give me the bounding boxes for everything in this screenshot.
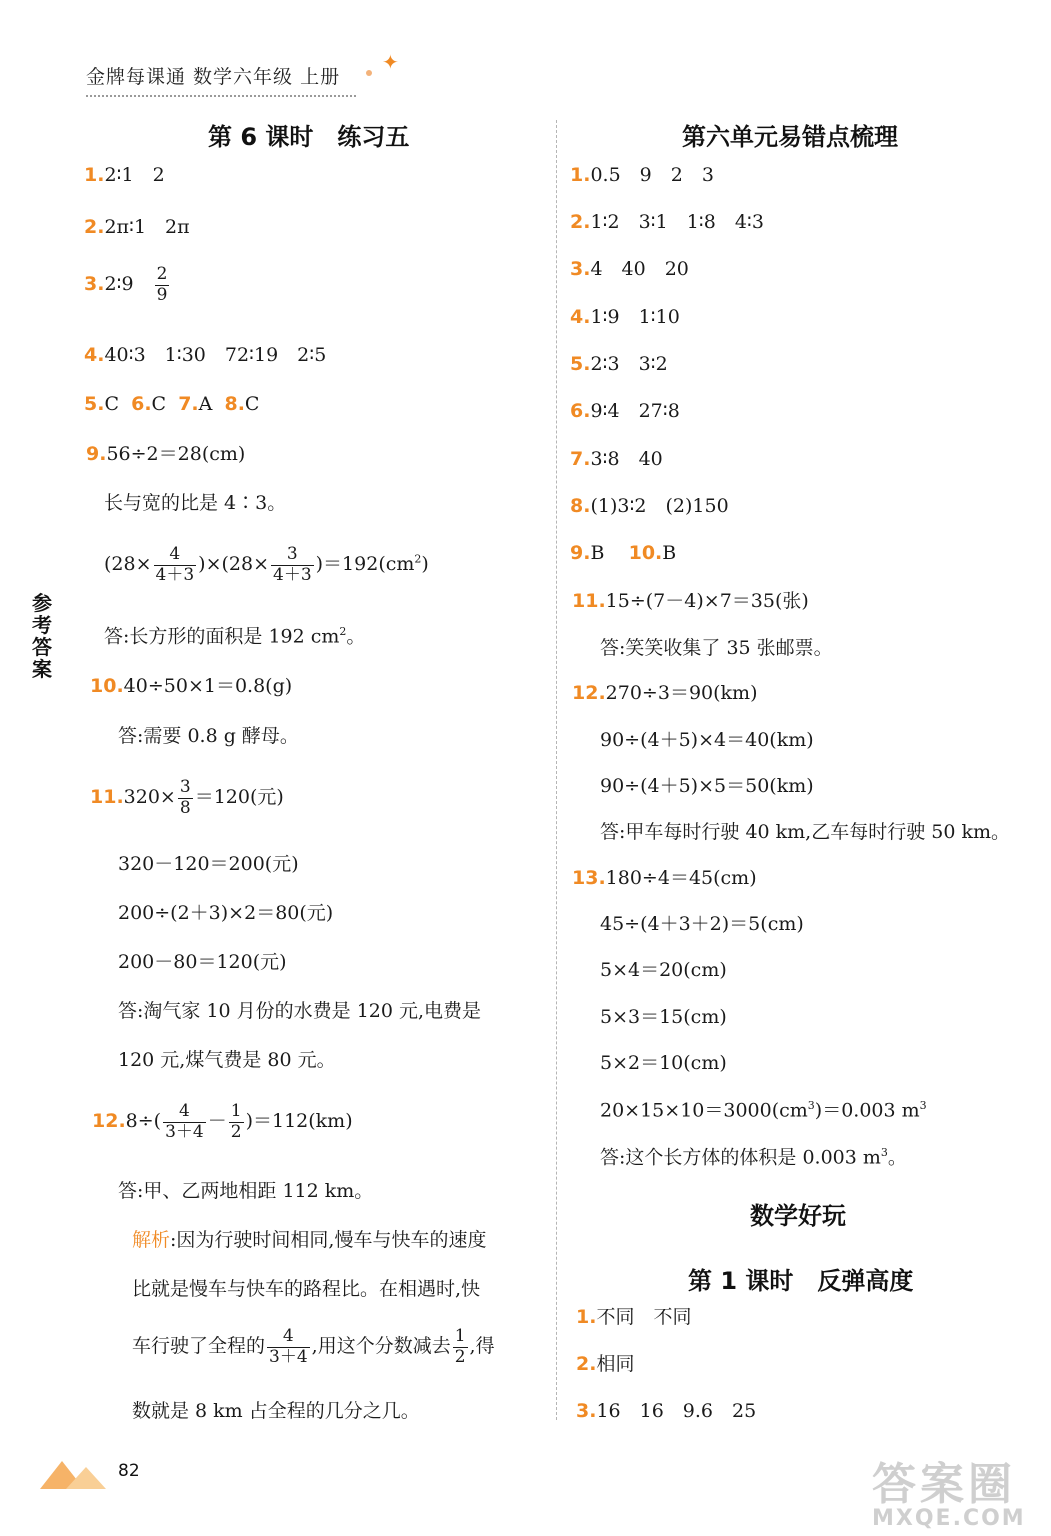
- answer-8: [570, 497, 729, 516]
- answer-10: [90, 677, 292, 696]
- watermark-bottom: MXQE.COM: [872, 1506, 1026, 1531]
- denominator: 2: [454, 1346, 466, 1367]
- analysis-text: ,得: [469, 1335, 495, 1358]
- question-number: 1.: [570, 164, 591, 186]
- question-number: 4.: [84, 344, 105, 366]
- numerator: 4: [267, 1327, 310, 1348]
- answer-text: 2π∶1 2π: [104, 216, 190, 238]
- answer-13-line-4: 5×3＝15(cm): [600, 1006, 727, 1028]
- denominator: 4＋3: [273, 564, 312, 585]
- numerator: 1: [230, 1101, 242, 1121]
- expr-part: (28×: [104, 553, 152, 576]
- answer-11: [572, 592, 809, 611]
- answer-9-line-3: [104, 545, 429, 585]
- fraction: [155, 265, 170, 305]
- mountain-icon: [40, 1455, 110, 1489]
- superscript: 2: [339, 625, 347, 638]
- question-number: 2.: [84, 216, 105, 238]
- question-number: 13.: [572, 867, 606, 889]
- question-number: 8.: [224, 393, 245, 415]
- answer-2: [576, 1355, 634, 1374]
- answer-11-line-4: 200－80＝120(元): [118, 951, 287, 973]
- answer-9-line-4: [104, 626, 365, 646]
- denominator: 4＋3: [155, 564, 195, 585]
- side-label: 参考答案: [32, 591, 52, 681]
- answer-11: [90, 778, 284, 818]
- section-title-math-fun: 数学好玩: [750, 1202, 846, 1230]
- answer-text: 。: [887, 1146, 907, 1169]
- answer-11-line-5: 答:淘气家 10 月份的水费是 120 元,电费是: [118, 1000, 482, 1022]
- analysis-text: ,用这个分数减去: [311, 1335, 451, 1358]
- superscript: 2: [414, 552, 422, 566]
- answer-text: 3∶8 40: [590, 448, 663, 470]
- section-title-lesson-1: 第 1 课时 反弹高度: [688, 1267, 914, 1295]
- expr-part: )＝112(km): [245, 1110, 353, 1133]
- answer-text: C: [151, 393, 167, 415]
- numerator: 3: [271, 545, 314, 566]
- expr-part: －: [207, 1110, 227, 1133]
- question-number: 10.: [628, 542, 663, 564]
- answer-text: 9∶4 27∶8: [590, 400, 680, 422]
- numerator: 2: [156, 264, 168, 284]
- answer-2: [570, 213, 764, 232]
- fraction: [453, 1327, 468, 1367]
- question-number: 9.: [86, 443, 107, 465]
- answer-text: 。: [346, 625, 366, 648]
- expr-part: 20×15×10＝3000(cm: [600, 1099, 808, 1122]
- question-number: 10.: [90, 675, 124, 697]
- answer-text: 56÷2＝28(cm): [106, 443, 246, 465]
- numerator: 1: [454, 1326, 466, 1346]
- answer-text: (1)3∶2 (2)150: [590, 495, 729, 517]
- analysis-text: 车行驶了全程的: [132, 1335, 266, 1358]
- answer-11-line-6: 120 元,煤气费是 80 元。: [118, 1049, 336, 1071]
- analysis-line-2: 比就是慢车与快车的路程比。在相遇时,快: [132, 1278, 481, 1300]
- answer-text: 270÷3＝90(km): [605, 682, 758, 704]
- question-number: 5.: [570, 353, 591, 375]
- expr-part: ): [421, 553, 429, 576]
- question-number: 5.: [84, 393, 105, 415]
- expr-part: )×(28×: [198, 553, 269, 576]
- question-number: 3.: [576, 1400, 597, 1422]
- question-number: 2.: [576, 1353, 597, 1375]
- answer-text: 2∶9: [104, 273, 153, 296]
- answer-1: [570, 166, 714, 185]
- answer-11-line-2: 答:笑笑收集了 35 张邮票。: [600, 637, 833, 659]
- answer-7: [570, 450, 663, 469]
- expr-part: ＝120(元): [194, 786, 284, 809]
- answer-text: 1∶9 1∶10: [590, 306, 680, 328]
- numerator: 4: [154, 545, 197, 566]
- answer-text: 15÷(7－4)×7＝35(张): [605, 590, 809, 612]
- answer-12-line-4: 答:甲车每时行驶 40 km,乙车每时行驶 50 km。: [600, 821, 1011, 843]
- answer-13: [572, 869, 757, 888]
- answer-text: 40÷50×1＝0.8(g): [123, 675, 293, 697]
- superscript: 3: [919, 1099, 927, 1112]
- denominator: 2: [230, 1121, 242, 1142]
- answer-13-line-6: [600, 1100, 927, 1120]
- answer-text: 40∶3 1∶30 72∶19 2∶5: [104, 344, 327, 366]
- answer-text: B: [662, 542, 677, 564]
- analysis-line-1: [132, 1231, 486, 1250]
- denominator: 3＋4: [269, 1346, 308, 1367]
- answer-9-10: [570, 544, 676, 563]
- watermark: [872, 1448, 1026, 1531]
- expr-part: 8÷(: [125, 1110, 162, 1133]
- answer-12-line-3: 90÷(4＋5)×5＝50(km): [600, 775, 814, 797]
- question-number: 9.: [570, 542, 591, 564]
- answer-1: [576, 1308, 691, 1327]
- left-section-title: 第 6 课时 练习五: [208, 123, 410, 151]
- answer-3: [570, 260, 689, 279]
- answer-12-line-2: 答:甲、乙两地相距 112 km。: [118, 1180, 374, 1202]
- answer-5-8: [84, 395, 259, 414]
- fraction: [163, 1102, 206, 1142]
- running-header: 金牌每课通 数学六年级 上册: [86, 66, 341, 88]
- answer-2: [84, 218, 190, 237]
- numerator: 3: [179, 777, 191, 797]
- expr-part: )＝192(cm: [315, 553, 415, 576]
- column-divider: [556, 120, 557, 1420]
- answer-11-line-2: 320－120＝200(元): [118, 853, 299, 875]
- superscript: 3: [807, 1099, 815, 1112]
- question-number: 4.: [570, 306, 591, 328]
- analysis-label: 解析: [132, 1229, 171, 1251]
- answer-1: [84, 166, 165, 185]
- question-number: 3.: [84, 273, 105, 296]
- denominator: 3＋4: [165, 1121, 204, 1142]
- answer-text: 0.5 9 2 3: [590, 164, 714, 186]
- answer-13-line-3: 5×4＝20(cm): [600, 959, 727, 981]
- right-section-title: 第六单元易错点梳理: [682, 123, 898, 151]
- answer-text: C: [244, 393, 260, 415]
- answer-10-line-2: 答:需要 0.8 g 酵母。: [118, 725, 299, 747]
- answer-text: 相同: [596, 1353, 635, 1375]
- fraction: [271, 545, 314, 585]
- fraction: [178, 778, 193, 818]
- answer-text: 16 16 9.6 25: [596, 1400, 757, 1422]
- answer-3: [84, 265, 171, 305]
- answer-text: 不同 不同: [596, 1306, 692, 1328]
- question-number: 2.: [570, 211, 591, 233]
- answer-12: [572, 684, 757, 703]
- answer-5: [570, 355, 668, 374]
- numerator: 4: [163, 1102, 206, 1123]
- answer-12-line-2: 90÷(4＋5)×4＝40(km): [600, 729, 814, 751]
- answer-text: 答:长方形的面积是 192 cm: [104, 625, 340, 648]
- page-number: 82: [118, 1461, 140, 1481]
- question-number: 12.: [572, 682, 606, 704]
- answer-text: B: [590, 542, 605, 564]
- question-number: 7.: [178, 393, 199, 415]
- superscript: 3: [880, 1146, 888, 1159]
- expr-part: 320×: [123, 786, 176, 809]
- answer-4: [570, 308, 680, 327]
- answer-9: [86, 445, 245, 464]
- answer-3: [576, 1402, 756, 1421]
- answer-text: 2∶1 2: [104, 164, 165, 186]
- answer-13-line-7: [600, 1147, 907, 1167]
- answer-13-line-5: 5×2＝10(cm): [600, 1052, 727, 1074]
- answer-text: 2∶3 3∶2: [590, 353, 668, 375]
- dot-decoration: [366, 70, 372, 76]
- answer-text: 180÷4＝45(cm): [605, 867, 757, 889]
- answer-11-line-3: 200÷(2＋3)×2＝80(元): [118, 902, 334, 924]
- denominator: 9: [156, 284, 168, 305]
- answer-9-line-2: 长与宽的比是 4∶3。: [104, 492, 287, 514]
- header-underline: [86, 95, 356, 97]
- fraction: [154, 545, 197, 585]
- answer-12: [92, 1102, 353, 1142]
- answer-4: [84, 346, 326, 365]
- answer-6: [570, 402, 680, 421]
- answer-13-line-2: 45÷(4＋3＋2)＝5(cm): [600, 913, 804, 935]
- question-number: 6.: [131, 393, 152, 415]
- question-number: 8.: [570, 495, 591, 517]
- answer-text: A: [198, 393, 213, 415]
- fraction: [267, 1327, 310, 1367]
- denominator: 8: [179, 797, 191, 818]
- question-number: 3.: [570, 258, 591, 280]
- question-number: 7.: [570, 448, 591, 470]
- expr-part: )＝0.003 m: [814, 1099, 920, 1122]
- watermark-top: 答案圈: [872, 1459, 1016, 1510]
- star-icon: ✦: [382, 50, 399, 74]
- question-number: 1.: [84, 164, 105, 186]
- answer-text: 答:这个长方体的体积是 0.003 m: [600, 1146, 881, 1169]
- analysis-line-3: [132, 1327, 495, 1367]
- fraction: [229, 1102, 244, 1142]
- question-number: 6.: [570, 400, 591, 422]
- answer-text: 4 40 20: [590, 258, 689, 280]
- question-number: 1.: [576, 1306, 597, 1328]
- answer-text: 1∶2 3∶1 1∶8 4∶3: [590, 211, 764, 233]
- question-number: 11.: [90, 786, 124, 809]
- answer-text: C: [104, 393, 119, 415]
- analysis-text: :因为行驶时间相同,慢车与快车的速度: [170, 1229, 487, 1251]
- analysis-line-4: 数就是 8 km 占全程的几分之几。: [132, 1400, 420, 1422]
- question-number: 12.: [92, 1110, 126, 1133]
- question-number: 11.: [572, 590, 606, 612]
